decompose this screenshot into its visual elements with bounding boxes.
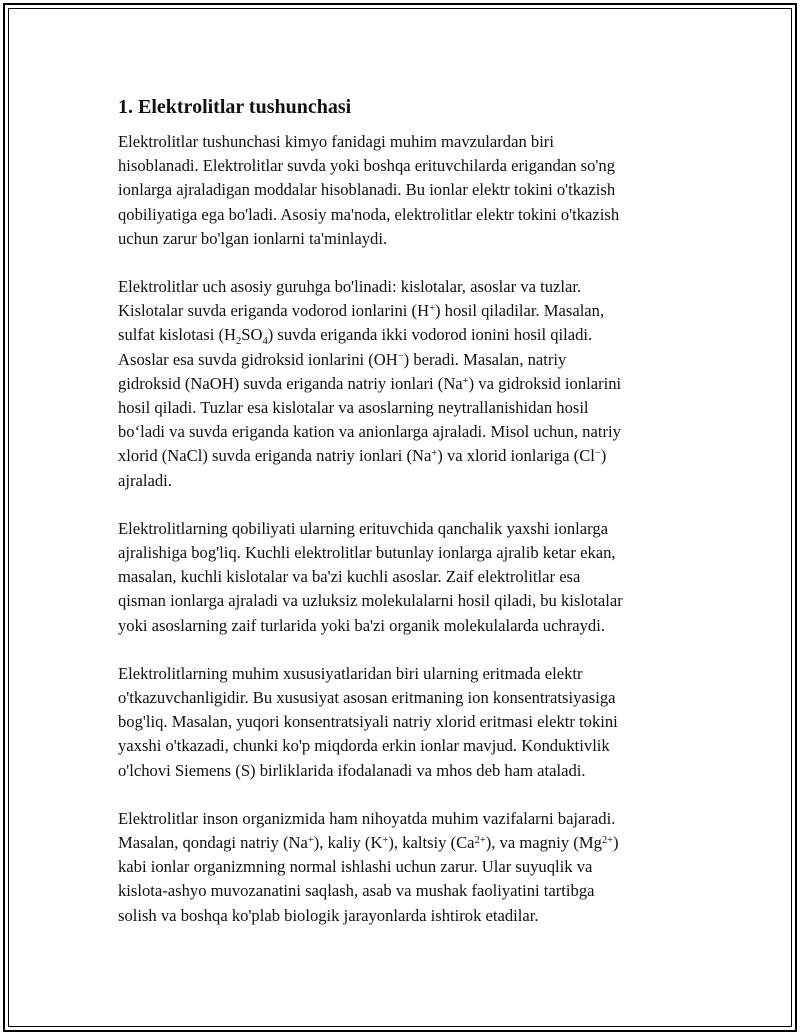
paragraph — [118, 275, 688, 493]
text-line — [118, 517, 688, 541]
text-line — [118, 710, 688, 734]
text-run: o'lchovi Siemens (S) birliklarida ifodalanadi va mhos deb ham ataladi. — [118, 760, 586, 780]
text-run: hisoblanadi. Elektrolitlar suvda yoki boshqa erituvchilarda erigandan so'ng — [118, 156, 615, 176]
text-run: ) suvda eriganda ikki vodorod ionini hosil qiladi. — [267, 325, 593, 345]
text-line — [118, 734, 688, 758]
text-run: ) beradi. Masalan, natriy — [403, 349, 567, 369]
text-line — [118, 807, 688, 831]
text-line — [118, 469, 688, 493]
superscript: − — [397, 351, 404, 363]
text-run: ), kaliy (K — [313, 833, 383, 853]
text-run: masalan, kuchli kislotalar va ba'zi kuchli asoslar. Zaif elektrolitlar esa — [118, 567, 581, 587]
text-run: hosil qiladi. Tuzlar esa kislotalar va asoslarning neytrallanishidan hosil — [118, 398, 589, 418]
text-run: ), kaltsiy (Ca — [388, 833, 475, 853]
text-line — [118, 831, 688, 855]
text-line — [118, 444, 688, 468]
text-line — [118, 178, 688, 202]
text-run: bog'liq. Masalan, yuqori konsentratsiyali natriy xlorid eritmasi elektr tokini — [118, 712, 618, 732]
text-run: bo‘ladi va suvda eriganda kation va anionlarga ajraladi. Misol uchun, natriy — [118, 422, 621, 442]
superscript: + — [307, 834, 314, 846]
text-run: Masalan, qondagi natriy (Na — [118, 833, 308, 853]
text-run: ionlarga ajraladigan moddalar hisoblanadi. Bu ionlar elektr tokini o'tkazish — [118, 180, 616, 200]
text-line — [118, 855, 688, 879]
superscript: 2+ — [601, 834, 614, 846]
text-run: yaxshi o'tkazadi, chunki ko'p miqdorda erkin ionlar mavjud. Konduktivlik — [118, 736, 610, 756]
text-line — [118, 299, 688, 323]
superscript: + — [431, 448, 438, 460]
text-run: Kislotalar suvda eriganda vodorod ionlarini (H — [118, 301, 430, 321]
text-line — [118, 154, 688, 178]
text-run: ) va gidroksid ionlarini — [468, 373, 622, 393]
text-run: sulfat kislotasi (H — [118, 325, 236, 345]
superscript: + — [382, 834, 389, 846]
superscript: + — [429, 302, 435, 314]
text-run: ajralishiga bog'liq. Kuchli elektrolitlar butunlay ionlarga ajralib ketar ekan, — [118, 543, 616, 563]
text-run: kislota-ashyo muvozanatini saqlash, asab va mushak faoliyatini tartibga — [118, 881, 595, 901]
text-run: solish va boshqa ko'plab biologik jarayonlarda ishtirok etadilar. — [118, 905, 539, 925]
text-line — [118, 130, 688, 154]
text-run: kabi ionlar organizmning normal ishlashi uchun zarur. Ular suyuqlik va — [118, 857, 593, 877]
text-run: yoki asoslarning zaif turlarida yoki ba'zi organik molekulalarda uchraydi. — [118, 615, 605, 635]
text-run: ) — [600, 446, 607, 466]
paragraph — [118, 662, 688, 783]
superscript: 2+ — [474, 834, 486, 846]
text-run: Elektrolitlar inson organizmida ham nihoyatda muhim vazifalarni bajaradi. — [118, 808, 616, 828]
paragraph — [118, 130, 688, 251]
text-line — [118, 879, 688, 903]
text-line — [118, 614, 688, 638]
text-run: ajraladi. — [118, 470, 172, 490]
section-heading: 1. Elektrolitlar tushunchasi — [118, 96, 352, 118]
text-run: Asoslar esa suvda gidroksid ionlarini (OH — [118, 349, 398, 369]
text-run: Elektrolitlarning qobiliyati ularning erituvchida qanchalik yaxshi ionlarga — [118, 518, 609, 538]
text-run: ) hosil qiladilar. Masalan, — [434, 301, 605, 321]
text-run: Elektrolitlar tushunchasi kimyo fanidagi muhim mavzulardan biri — [118, 132, 554, 151]
text-line — [118, 348, 688, 372]
text-line — [118, 227, 688, 251]
text-line — [118, 589, 688, 613]
text-line — [118, 565, 688, 589]
text-run: qisman ionlarga ajraladi va uzluksiz molekulalarni hosil qiladi, bu kislotalar — [118, 591, 623, 611]
superscript: − — [594, 448, 601, 460]
paragraph — [118, 517, 688, 638]
text-run: qobiliyatiga ega bo'ladi. Asosiy ma'noda, elektrolitlar elektr tokini o'tkazish — [118, 204, 620, 224]
text-line — [118, 904, 688, 928]
text-line — [118, 372, 688, 396]
text-line — [118, 420, 688, 444]
paragraph-list — [118, 130, 688, 928]
text-line — [118, 686, 688, 710]
text-line — [118, 541, 688, 565]
text-run: gidroksid (NaOH) suvda eriganda natriy ionlari (Na — [118, 373, 463, 393]
subscript: 4 — [262, 335, 268, 347]
text-run: Elektrolitlarning muhim xususiyatlaridan biri ularning eritmada elektr — [118, 663, 583, 683]
text-run: Elektrolitlar uch asosiy guruhga bo'linadi: kislotalar, asoslar va tuzlar. — [118, 277, 582, 297]
text-line — [118, 396, 688, 420]
text-run: ) — [613, 833, 619, 853]
superscript: + — [462, 375, 469, 387]
text-line — [118, 662, 688, 686]
document-body — [118, 94, 688, 952]
text-run: ) va xlorid ionlariga (Cl — [437, 446, 595, 466]
text-line — [118, 203, 688, 227]
text-line — [118, 323, 688, 347]
subscript: 2 — [236, 335, 242, 347]
text-line — [118, 275, 688, 299]
text-run: uchun zarur bo'lgan ionlarni ta'minlaydi. — [118, 228, 388, 248]
paragraph — [118, 807, 688, 928]
text-run: o'tkazuvchanligidir. Bu xususiyat asosan eritmaning ion konsentratsiyasiga — [118, 688, 616, 708]
text-line — [118, 759, 688, 783]
text-run: SO — [241, 325, 263, 345]
text-run: ), va magniy (Mg — [485, 833, 602, 853]
text-run: xlorid (NaCl) suvda eriganda natriy ionlari (Na — [118, 446, 432, 466]
